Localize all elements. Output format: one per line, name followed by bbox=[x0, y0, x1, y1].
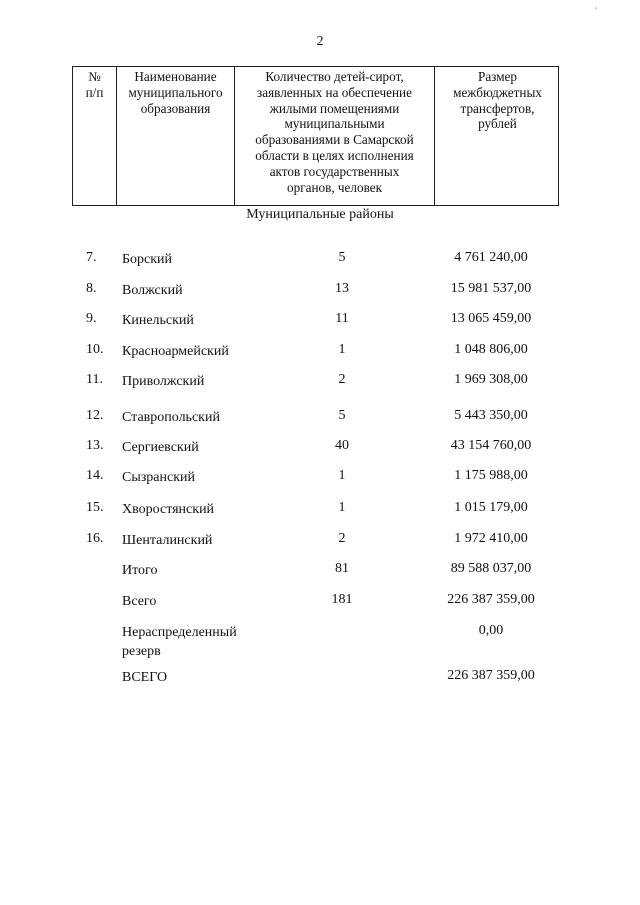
row-number: 8. bbox=[86, 281, 97, 296]
page-number: 2 bbox=[316, 34, 324, 49]
table-row bbox=[0, 250, 640, 270]
row-number: 13. bbox=[86, 438, 104, 453]
row-amount: 1 969 308,00 bbox=[454, 372, 528, 387]
row-number: 15. bbox=[86, 500, 104, 515]
row-amount: 15 981 537,00 bbox=[450, 281, 532, 296]
row-number: 7. bbox=[86, 250, 97, 265]
row-name: Кинельский bbox=[122, 313, 194, 328]
row-amount: 1 175 988,00 bbox=[454, 468, 528, 483]
row-amount: 43 154 760,00 bbox=[450, 438, 532, 453]
row-count: 5 bbox=[338, 250, 346, 265]
row-number: 16. bbox=[86, 531, 104, 546]
table-header bbox=[72, 66, 559, 206]
table-row bbox=[0, 500, 640, 520]
table-row bbox=[0, 281, 640, 301]
header-col-name: Наименование муниципального образования bbox=[117, 67, 235, 205]
scan-mark: ` bbox=[589, 6, 599, 17]
total-row-itogo bbox=[0, 561, 640, 581]
table-row bbox=[0, 342, 640, 362]
table-row bbox=[0, 372, 640, 392]
header-col-number: № п/п bbox=[73, 67, 117, 205]
row-amount: 1 972 410,00 bbox=[454, 531, 528, 546]
table-row bbox=[0, 311, 640, 331]
row-number: 10. bbox=[86, 342, 104, 357]
row-name: Шенталинский bbox=[122, 533, 213, 548]
grand-total-amount: 226 387 359,00 bbox=[447, 668, 535, 683]
row-number: 9. bbox=[86, 311, 97, 326]
row-count: 1 bbox=[338, 468, 346, 483]
table-row bbox=[0, 438, 640, 458]
total-count: 181 bbox=[331, 592, 353, 607]
total-amount: 226 387 359,00 bbox=[447, 592, 535, 607]
row-name: Приволжский bbox=[122, 374, 205, 389]
total-amount: 89 588 037,00 bbox=[450, 561, 532, 576]
row-count: 5 bbox=[338, 408, 346, 423]
row-count: 40 bbox=[335, 438, 349, 453]
row-count: 1 bbox=[338, 500, 346, 515]
row-count: 1 bbox=[338, 342, 346, 357]
row-name: Сызранский bbox=[122, 470, 195, 485]
header-col-amount: Размер межбюджетных трансфертов, рублей bbox=[453, 69, 542, 132]
row-amount: 1 048 806,00 bbox=[454, 342, 528, 357]
row-name: Ставропольский bbox=[122, 410, 220, 425]
row-name: Волжский bbox=[122, 283, 183, 298]
row-name: Борский bbox=[122, 252, 173, 267]
total-label: Итого bbox=[122, 563, 158, 578]
row-count: 11 bbox=[335, 311, 349, 326]
table-row bbox=[0, 468, 640, 488]
row-amount: 4 761 240,00 bbox=[454, 250, 528, 265]
table-row bbox=[0, 531, 640, 551]
row-name: Хворостянский bbox=[122, 502, 215, 517]
grand-total-label: ВСЕГО bbox=[122, 670, 168, 685]
reserve-label: Нераспределенный резерв bbox=[122, 625, 237, 659]
reserve-amount: 0,00 bbox=[478, 623, 504, 638]
row-number: 14. bbox=[86, 468, 104, 483]
row-number: 12. bbox=[86, 408, 104, 423]
row-count: 2 bbox=[338, 372, 346, 387]
row-count: 2 bbox=[338, 531, 346, 546]
section-title: Муниципальные районы bbox=[246, 207, 394, 222]
row-count: 13 bbox=[335, 281, 349, 296]
row-name: Красноармейский bbox=[122, 344, 229, 359]
row-amount: 1 015 179,00 bbox=[454, 500, 528, 515]
row-amount: 5 443 350,00 bbox=[454, 408, 528, 423]
table-row bbox=[0, 408, 640, 428]
row-number: 11. bbox=[86, 372, 103, 387]
row-name: Сергиевский bbox=[122, 440, 199, 455]
total-count: 81 bbox=[335, 561, 349, 576]
header-col-count: Количество детей-сирот, заявленных на обеспечение жилыми помещениями муниципальными образованиями в Самарской области в целях исполнения актов государственных органов, человек bbox=[235, 67, 435, 205]
row-amount: 13 065 459,00 bbox=[450, 311, 532, 326]
total-row-grand bbox=[0, 668, 640, 688]
total-row-vsego bbox=[0, 592, 640, 612]
total-label: Всего bbox=[122, 594, 157, 609]
total-row-reserve bbox=[0, 623, 640, 663]
